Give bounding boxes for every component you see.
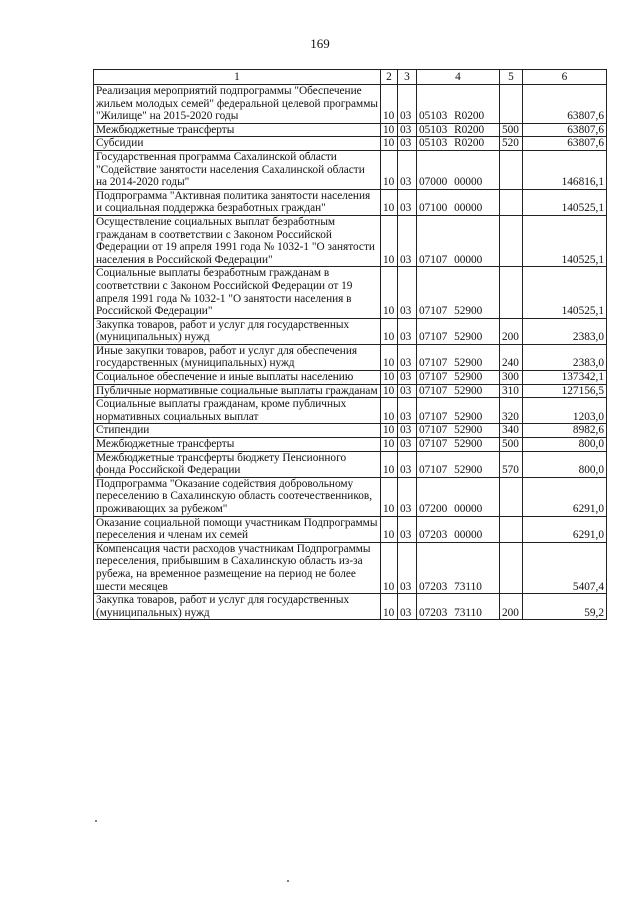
row-name-cell: Государственная программа Сахалинской области "Содействие занятости населения Сахалинской области на 2014-2020 годы" xyxy=(94,150,381,189)
expense-type-cell: 200 xyxy=(500,594,523,620)
table-row xyxy=(94,424,607,438)
table-row xyxy=(94,318,607,344)
amount-cell: 63807,6 xyxy=(523,85,607,124)
row-name-cell: Стипендии xyxy=(94,424,381,438)
expense-type-cell xyxy=(500,215,523,266)
expense-type-cell xyxy=(500,516,523,542)
header-cell: 4 xyxy=(417,70,500,85)
target-article-cell: 07107 52900 xyxy=(417,424,500,438)
subsection-code-cell: 03 xyxy=(398,189,417,215)
table-row xyxy=(94,516,607,542)
header-cell: 5 xyxy=(500,70,523,85)
target-article-cell: 07203 73110 xyxy=(417,542,500,593)
amount-cell: 1203,0 xyxy=(523,398,607,424)
target-article-cell: 07203 73110 xyxy=(417,594,500,620)
target-article-cell: 07203 00000 xyxy=(417,516,500,542)
expense-type-cell: 500 xyxy=(500,123,523,137)
budget-table xyxy=(93,69,607,620)
row-name-cell: Социальное обеспечение и иные выплаты населению xyxy=(94,371,381,385)
target-article-cell: 07107 52900 xyxy=(417,371,500,385)
page-number: 169 xyxy=(310,36,330,51)
row-name-cell: Реализация мероприятий подпрограммы "Обеспечение жильем молодых семей" федеральной целевой программы "Жилище" на 2015-2020 годы xyxy=(94,85,381,124)
section-code-cell: 10 xyxy=(381,384,398,398)
amount-cell: 6291,0 xyxy=(523,516,607,542)
amount-cell: 63807,6 xyxy=(523,123,607,137)
subsection-code-cell: 03 xyxy=(398,371,417,385)
table-row xyxy=(94,438,607,452)
target-article-cell: 05103 R0200 xyxy=(417,123,500,137)
row-name-cell: Субсидии xyxy=(94,137,381,151)
amount-cell: 137342,1 xyxy=(523,371,607,385)
subsection-code-cell: 03 xyxy=(398,267,417,318)
section-code-cell: 10 xyxy=(381,424,398,438)
table-row xyxy=(94,542,607,593)
expense-type-cell xyxy=(500,85,523,124)
header-cell: 3 xyxy=(398,70,417,85)
section-code-cell: 10 xyxy=(381,189,398,215)
expense-type-cell: 310 xyxy=(500,384,523,398)
table-row xyxy=(94,85,607,124)
scan-speck xyxy=(95,820,97,822)
target-article-cell: 07100 00000 xyxy=(417,189,500,215)
expense-type-cell xyxy=(500,477,523,516)
expense-type-cell: 520 xyxy=(500,137,523,151)
section-code-cell: 10 xyxy=(381,438,398,452)
amount-cell: 800,0 xyxy=(523,451,607,477)
subsection-code-cell: 03 xyxy=(398,424,417,438)
subsection-code-cell: 03 xyxy=(398,477,417,516)
amount-cell: 146816,1 xyxy=(523,150,607,189)
row-name-cell: Осуществление социальных выплат безработным гражданам в соответствии с Законом Российской Федерации от 19 апреля 1991 года № 1032-1 "О занятости населения в Российской Федерации" xyxy=(94,215,381,266)
target-article-cell: 07000 00000 xyxy=(417,150,500,189)
section-code-cell: 10 xyxy=(381,215,398,266)
section-code-cell: 10 xyxy=(381,318,398,344)
subsection-code-cell: 03 xyxy=(398,398,417,424)
row-name-cell: Межбюджетные трансферты xyxy=(94,123,381,137)
header-cell: 2 xyxy=(381,70,398,85)
row-name-cell: Закупка товаров, работ и услуг для государственных (муниципальных) нужд xyxy=(94,318,381,344)
expense-type-cell xyxy=(500,267,523,318)
expense-type-cell xyxy=(500,542,523,593)
table-row xyxy=(94,344,607,370)
section-code-cell: 10 xyxy=(381,477,398,516)
expense-type-cell: 320 xyxy=(500,398,523,424)
section-code-cell: 10 xyxy=(381,451,398,477)
section-code-cell: 10 xyxy=(381,542,398,593)
subsection-code-cell: 03 xyxy=(398,542,417,593)
header-cell: 6 xyxy=(523,70,607,85)
target-article-cell: 07107 52900 xyxy=(417,267,500,318)
amount-cell: 2383,0 xyxy=(523,344,607,370)
section-code-cell: 10 xyxy=(381,267,398,318)
section-code-cell: 10 xyxy=(381,137,398,151)
subsection-code-cell: 03 xyxy=(398,344,417,370)
amount-cell: 8982,6 xyxy=(523,424,607,438)
subsection-code-cell: 03 xyxy=(398,318,417,344)
table-row xyxy=(94,477,607,516)
expense-type-cell xyxy=(500,150,523,189)
subsection-code-cell: 03 xyxy=(398,215,417,266)
subsection-code-cell: 03 xyxy=(398,137,417,151)
table-row xyxy=(94,137,607,151)
amount-cell: 5407,4 xyxy=(523,542,607,593)
expense-type-cell: 500 xyxy=(500,438,523,452)
row-name-cell: Публичные нормативные социальные выплаты гражданам xyxy=(94,384,381,398)
row-name-cell: Социальные выплаты гражданам, кроме публичных нормативных социальных выплат xyxy=(94,398,381,424)
subsection-code-cell: 03 xyxy=(398,123,417,137)
row-name-cell: Иные закупки товаров, работ и услуг для обеспечения государственных (муниципальных) нужд xyxy=(94,344,381,370)
table-row xyxy=(94,189,607,215)
section-code-cell: 10 xyxy=(381,398,398,424)
subsection-code-cell: 03 xyxy=(398,150,417,189)
amount-cell: 140525,1 xyxy=(523,267,607,318)
subsection-code-cell: 03 xyxy=(398,85,417,124)
section-code-cell: 10 xyxy=(381,85,398,124)
section-code-cell: 10 xyxy=(381,123,398,137)
amount-cell: 140525,1 xyxy=(523,189,607,215)
amount-cell: 2383,0 xyxy=(523,318,607,344)
expense-type-cell: 240 xyxy=(500,344,523,370)
amount-cell: 800,0 xyxy=(523,438,607,452)
target-article-cell: 05103 R0200 xyxy=(417,85,500,124)
target-article-cell: 07107 00000 xyxy=(417,215,500,266)
section-code-cell: 10 xyxy=(381,516,398,542)
section-code-cell: 10 xyxy=(381,150,398,189)
target-article-cell: 07200 00000 xyxy=(417,477,500,516)
row-name-cell: Социальные выплаты безработным гражданам в соответствии с Законом Российской Федерации от 19 апреля 1991 года № 1032-1 "О занятости населения в Российской Федерации" xyxy=(94,267,381,318)
subsection-code-cell: 03 xyxy=(398,516,417,542)
target-article-cell: 07107 52900 xyxy=(417,438,500,452)
section-code-cell: 10 xyxy=(381,344,398,370)
row-name-cell: Компенсация части расходов участникам Подпрограммы переселения, прибывшим в Сахалинскую область из-за рубежа, на временное размещение на период не более шести месяцев xyxy=(94,542,381,593)
table-row xyxy=(94,371,607,385)
expense-type-cell: 200 xyxy=(500,318,523,344)
target-article-cell: 07107 52900 xyxy=(417,384,500,398)
amount-cell: 140525,1 xyxy=(523,215,607,266)
target-article-cell: 07107 52900 xyxy=(417,451,500,477)
section-code-cell: 10 xyxy=(381,594,398,620)
subsection-code-cell: 03 xyxy=(398,438,417,452)
expense-type-cell: 570 xyxy=(500,451,523,477)
subsection-code-cell: 03 xyxy=(398,384,417,398)
subsection-code-cell: 03 xyxy=(398,594,417,620)
amount-cell: 127156,5 xyxy=(523,384,607,398)
amount-cell: 59,2 xyxy=(523,594,607,620)
expense-type-cell: 300 xyxy=(500,371,523,385)
header-cell: 1 xyxy=(94,70,381,85)
row-name-cell: Межбюджетные трансферты бюджету Пенсионного фонда Российской Федерации xyxy=(94,451,381,477)
target-article-cell: 07107 52900 xyxy=(417,344,500,370)
row-name-cell: Закупка товаров, работ и услуг для государственных (муниципальных) нужд xyxy=(94,594,381,620)
target-article-cell: 07107 52900 xyxy=(417,398,500,424)
table-row xyxy=(94,594,607,620)
table-row xyxy=(94,384,607,398)
amount-cell: 6291,0 xyxy=(523,477,607,516)
table-row xyxy=(94,267,607,318)
target-article-cell: 07107 52900 xyxy=(417,318,500,344)
table-row xyxy=(94,398,607,424)
header-row xyxy=(94,70,607,85)
expense-type-cell xyxy=(500,189,523,215)
row-name-cell: Оказание социальной помощи участникам Подпрограммы переселения и членам их семей xyxy=(94,516,381,542)
row-name-cell: Межбюджетные трансферты xyxy=(94,438,381,452)
table-row xyxy=(94,150,607,189)
expense-type-cell: 340 xyxy=(500,424,523,438)
section-code-cell: 10 xyxy=(381,371,398,385)
amount-cell: 63807,6 xyxy=(523,137,607,151)
row-name-cell: Подпрограмма "Оказание содействия добровольному переселению в Сахалинскую область соотечественников, проживающих за рубежом" xyxy=(94,477,381,516)
scan-speck xyxy=(287,880,289,882)
subsection-code-cell: 03 xyxy=(398,451,417,477)
target-article-cell: 05103 R0200 xyxy=(417,137,500,151)
table-row xyxy=(94,215,607,266)
row-name-cell: Подпрограмма "Активная политика занятости населения и социальная поддержка безработных граждан" xyxy=(94,189,381,215)
table-row xyxy=(94,451,607,477)
table-row xyxy=(94,123,607,137)
